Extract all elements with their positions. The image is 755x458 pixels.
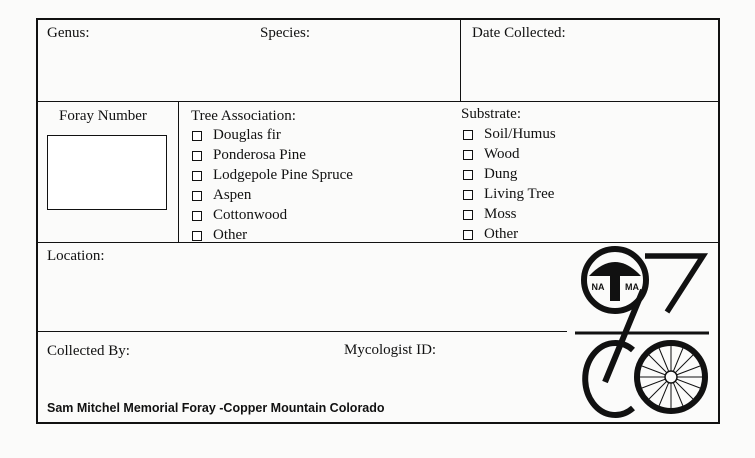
tree-option-label: Ponderosa Pine [213,147,306,163]
collected-by-label: Collected By: [47,343,130,359]
logo-org-right: MA [625,282,639,292]
substrate-option-label: Living Tree [484,186,555,202]
checkbox[interactable] [463,210,473,220]
substrate-option-label: Dung [484,166,518,182]
footer-text: Sam Mitchel Memorial Foray -Copper Mountain Colorado [47,401,385,415]
checkbox[interactable] [463,130,473,140]
genus-label: Genus: [47,25,90,41]
tree-option[interactable] [192,167,353,184]
checkbox[interactable] [192,191,202,201]
tree-option-label: Douglas fir [213,127,281,143]
divider [37,101,719,102]
tree-option[interactable] [192,127,281,144]
substrate-option[interactable] [463,126,556,143]
foray-number-label: Foray Number [59,108,147,124]
substrate-option[interactable] [463,146,519,163]
checkbox[interactable] [192,171,202,181]
substrate-option-label: Soil/Humus [484,126,556,142]
tree-option-label: Aspen [213,187,252,203]
substrate-option[interactable] [463,226,518,243]
location-label: Location: [47,248,105,264]
substrate-option-label: Wood [484,146,520,162]
logo-seven [645,256,703,312]
divider [37,331,567,332]
checkbox[interactable] [463,190,473,200]
divider [460,19,461,102]
checkbox[interactable] [192,211,202,221]
substrate-label: Substrate: [461,106,521,122]
tree-option[interactable] [192,207,287,224]
nama-logo [575,242,715,420]
tree-option-label: Other [213,227,248,243]
checkbox[interactable] [463,170,473,180]
checkbox[interactable] [463,150,473,160]
species-label: Species: [260,25,310,41]
divider [178,101,179,243]
checkbox[interactable] [192,131,202,141]
tree-option[interactable] [192,227,247,244]
mycologist-id-label: Mycologist ID: [344,342,437,358]
foray-number-field[interactable] [47,135,167,210]
logo-org-left: NA [591,282,605,292]
mushroom-icon [589,262,641,276]
tree-option-label: Cottonwood [213,207,288,223]
substrate-option-label: Other [484,226,519,242]
date-collected-label: Date Collected: [472,25,566,41]
tree-option[interactable] [192,187,251,204]
checkbox[interactable] [192,151,202,161]
substrate-option-label: Moss [484,206,517,222]
checkbox[interactable] [463,230,473,240]
substrate-option[interactable] [463,166,517,183]
checkbox[interactable] [192,231,202,241]
tree-option[interactable] [192,147,306,164]
tree-option-label: Lodgepole Pine Spruce [213,167,353,183]
tree-association-label: Tree Association: [191,108,296,124]
mushroom-stem [610,275,620,301]
substrate-option[interactable] [463,186,554,203]
substrate-option[interactable] [463,206,517,223]
